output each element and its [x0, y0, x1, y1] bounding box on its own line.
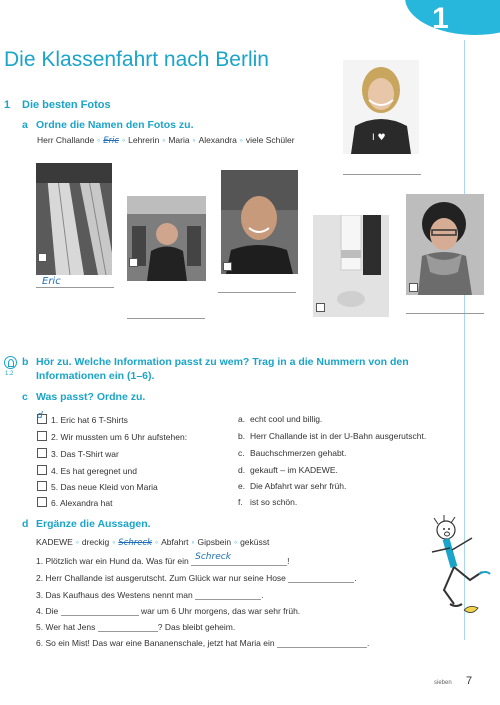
- photo-checkbox[interactable]: [409, 283, 418, 292]
- match-checkbox[interactable]: [37, 411, 47, 424]
- word-box-a: Herr Challande ◦ Eric ◦ Lehrerin ◦ Maria ◦ Alexandra ◦ viele Schüler: [37, 135, 295, 146]
- footer-page-number: 7: [466, 675, 473, 687]
- answer-blank[interactable]: [288, 573, 354, 583]
- task-b-instruction-line1: Hör zu. Welche Information passt zu wem? Trag in a die Nummern von den: [36, 356, 409, 368]
- word: Gipsbein: [197, 537, 232, 547]
- photo-checkbox[interactable]: [38, 253, 47, 262]
- match-checkbox[interactable]: [37, 431, 47, 441]
- photo-girl-scarf: [406, 194, 484, 295]
- sentence-5: 5. Wer hat Jens ? Das bleibt geheim.: [36, 622, 236, 632]
- match-right-item: b. Herr Challande ist in der U-Bahn ausgerutscht.: [238, 431, 427, 441]
- word: geküsst: [240, 537, 270, 547]
- answer-line: [406, 313, 484, 314]
- match-left-item: 2. Wir mussten um 6 Uhr aufstehen:: [37, 431, 187, 442]
- task-c-instruction: Was passt? Ordne zu.: [36, 391, 146, 403]
- match-right-item: c. Bauchschmerzen gehabt.: [238, 448, 347, 458]
- word-crossed: Schreck: [118, 538, 153, 548]
- match-checkbox[interactable]: [37, 497, 47, 507]
- word: Alexandra: [198, 135, 237, 145]
- sentence-1: 1. Plötzlich war ein Hund da. Was für ein Schreck !: [36, 552, 290, 566]
- audio-icon[interactable]: [4, 356, 17, 369]
- answer-blank[interactable]: [98, 622, 158, 632]
- page-title: Die Klassenfahrt nach Berlin: [4, 48, 269, 71]
- answer-blank[interactable]: [195, 590, 261, 600]
- task-d-letter: d: [22, 518, 29, 530]
- audio-track-label: 1.2: [5, 371, 14, 377]
- photo-answer-eric: Eric: [42, 276, 61, 287]
- match-checkbox[interactable]: [37, 448, 47, 458]
- section-title: Die besten Fotos: [22, 99, 111, 111]
- photo-checkbox[interactable]: [316, 303, 325, 312]
- photo-man-portrait: [221, 170, 298, 274]
- match-left-item: 3. Das T-Shirt war: [37, 448, 119, 459]
- answer-blank[interactable]: [191, 552, 287, 566]
- match-left-item: 6. Alexandra hat: [37, 497, 112, 508]
- word: Herr Challande: [37, 135, 95, 145]
- photo-escalator: [36, 163, 112, 275]
- task-b-letter: b: [22, 356, 29, 368]
- answer-line: [127, 318, 205, 319]
- sentence-6: 6. So ein Mist! Das war eine Bananenschale, jetzt hat Maria ein .: [36, 638, 370, 648]
- task-b-instruction-line2: Informationen ein (1–6).: [36, 370, 155, 382]
- word: dreckig: [81, 537, 110, 547]
- match-right-item: f. ist so schön.: [238, 497, 298, 507]
- word: KADEWE: [36, 537, 73, 547]
- section-number: 1: [4, 99, 11, 111]
- photo-checkbox[interactable]: [223, 262, 232, 271]
- word-crossed: Eric: [103, 136, 120, 146]
- match-left-item: d 1. Eric hat 6 T-Shirts: [37, 411, 128, 425]
- answer-blank[interactable]: [61, 606, 139, 616]
- photo-woman-smiling: [343, 60, 419, 154]
- match-right-item: a. echt cool und billig.: [238, 414, 323, 424]
- task-a-instruction: Ordne die Namen den Fotos zu.: [36, 119, 194, 131]
- match-checkbox[interactable]: [37, 465, 47, 475]
- word: Abfahrt: [161, 537, 189, 547]
- sentence-3: 3. Das Kaufhaus des Westens nennt man .: [36, 590, 264, 600]
- word: viele Schüler: [245, 135, 295, 145]
- task-c-letter: c: [22, 391, 28, 403]
- answer-mark: d: [37, 411, 43, 421]
- match-left-item: 5. Das neue Kleid von Maria: [37, 481, 158, 492]
- unit-number: 1: [432, 2, 449, 35]
- footer-page-word: sieben: [434, 680, 452, 686]
- photo-bus-students: [127, 196, 206, 281]
- photo-checkbox[interactable]: [129, 258, 138, 267]
- answer-blank[interactable]: [277, 638, 367, 648]
- sentence-4: 4. Die war um 6 Uhr morgens, das war sehr früh.: [36, 606, 301, 616]
- unit-tab: [405, 0, 500, 35]
- match-right-item: e. Die Abfahrt war sehr früh.: [238, 481, 347, 491]
- sentence-2: 2. Herr Challande ist ausgerutscht. Zum Glück war nur seine Hose .: [36, 573, 357, 583]
- task-d-instruction: Ergänze die Aussagen.: [36, 518, 151, 530]
- word-box-d: KADEWE ◦ dreckig ◦ Schreck ◦ Abfahrt ◦ Gipsbein ◦ geküsst: [36, 537, 270, 548]
- answer-line: [343, 174, 421, 175]
- match-left-item: 4. Es hat geregnet und: [37, 465, 137, 476]
- cartoon-slipping-man: [424, 512, 492, 620]
- match-checkbox[interactable]: [37, 481, 47, 491]
- answer-line: [218, 292, 296, 293]
- word: Lehrerin: [128, 135, 160, 145]
- answer-text: Schreck: [195, 552, 231, 562]
- photo-leg-cast: [313, 215, 389, 317]
- answer-line: [36, 287, 114, 288]
- match-right-item: d. gekauft – im KADEWE.: [238, 465, 338, 475]
- task-a-letter: a: [22, 119, 28, 131]
- word: Maria: [168, 135, 190, 145]
- svg-text:I ♥: I ♥: [372, 133, 386, 143]
